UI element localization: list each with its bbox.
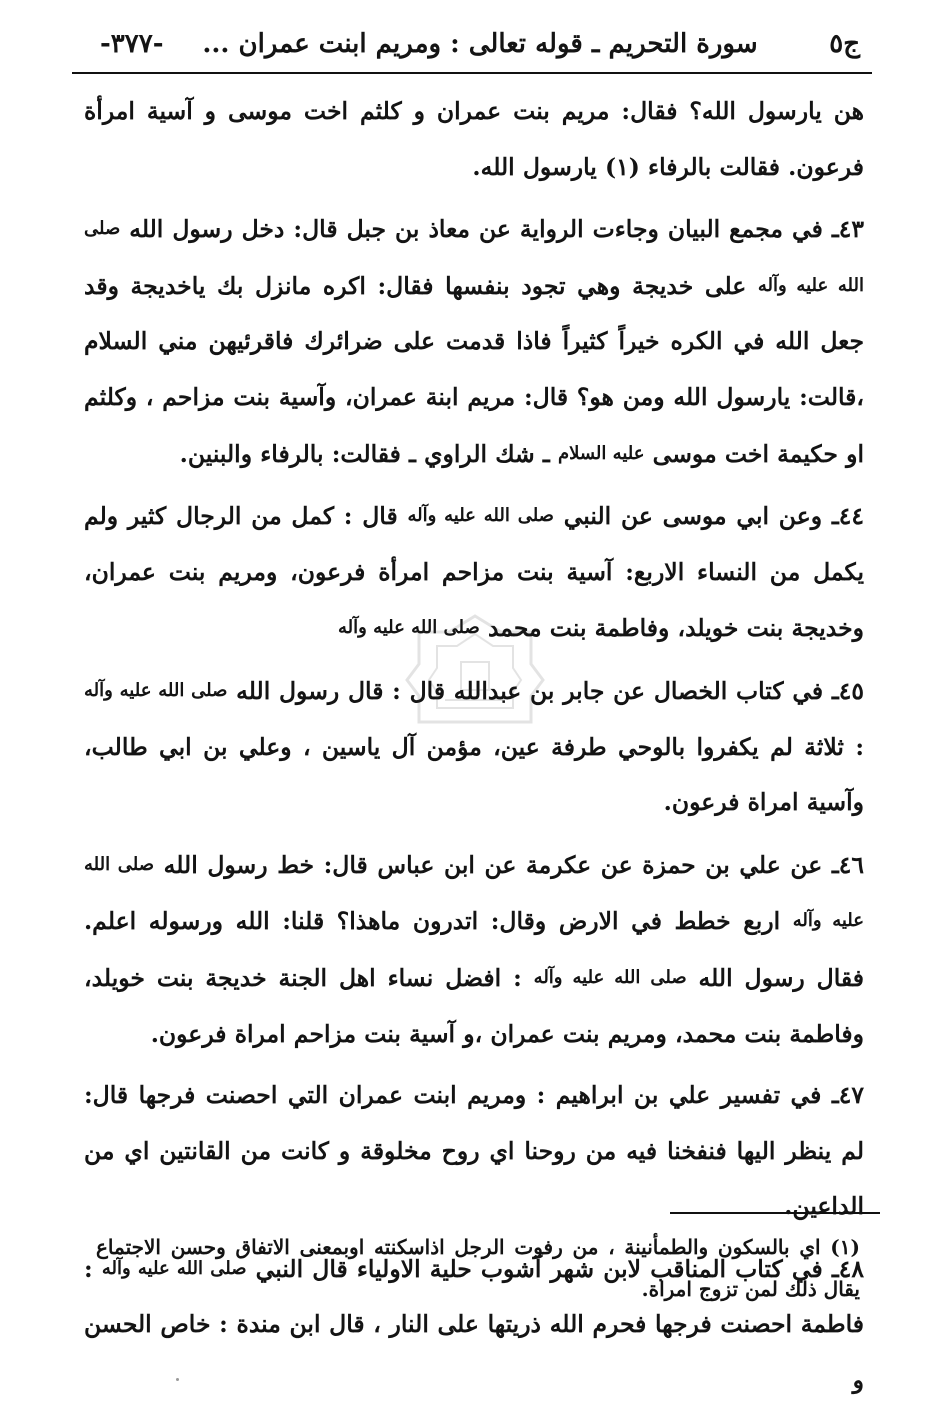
source-title: في تفسير علي بن ابراهيم [555,1081,822,1110]
honorific-ligature: صلى الله عليه وآله [407,505,554,527]
honorific-ligature: صلى الله عليه وآله [101,1257,247,1279]
watermark-emblem-icon [405,610,545,730]
honorific-ligature: صلى الله عليه وآله [338,617,480,639]
honorific-ligature: صلى الله عليه وآله [84,679,228,701]
footnote-divider [670,1212,880,1214]
paragraph-45: ٤٥ـ في كتاب الخصال عن جابر بن عبدالله قال : قال رسول الله صلى الله عليه وآله : ثلاثة لم يكفروا بالوحي طرفة عين، مؤمن آل ياسين ، وعلي بن ابي طالب، وآسية امراة فرعون. [84,676,865,817]
body-text [84,84,864,1409]
source-title: في كتاب المناقب [650,1254,823,1283]
footnote [96,1226,860,1310]
honorific-ligature: صلى الله عليه وآله [84,218,865,296]
source-title: في مجمع البيان [667,215,823,244]
paragraph-43: ٤٣ـ في مجمع البيان وجاءت الرواية عن معاذ بن جبل قال: دخل رسول الله صلى الله عليه وآله على خديجة وهي تجود بنفسها فقال: اكره مانزل بك ياخديجة وقد جعل الله في الكره خيراً كثيراً فاذا قدمت على ضرائرك فاقرئيهن مني السلام ،قالت: يارسول الله ومن هو؟ قال: مريم ابنة عمران، وآسية بنت مزاحم ، وكلثم او حكيمة اخت موسى عليه السلام ـ شك الراوي ـ فقالت: بالرفاء والبنين. [84,215,865,468]
header-divider [72,72,872,74]
header-title: سورة التحريم ـ قوله تعالى : ومريم ابنت عمران ... [202,29,758,59]
paragraph-46: ٤٦ـ عن علي بن حمزة عن عكرمة عن ابن عباس قال: خط رسول الله صلى الله عليه وآله اربع خطط في الارض وقال: اتدرون ماهذا؟ قلنا: الله ورسوله اعلم. فقال رسول الله صلى الله عليه وآله : افضل نساء اهل الجنة خديجة بنت خويلد، وفاطمة بنت محمد، ومريم بنت عمران ،و آسية بنت مزاحم امراة فرعون. [84,850,865,1048]
footnote-text: (١) اي بالسكون والطمأنينة ، من رفوت الرجل اذاسكنته اوبمعنى الاتفاق وحسن الاجتماع يقال ذلك لمن تزوج امراة. [96,1235,860,1301]
honorific-ligature: صلى الله عليه وآله [533,966,687,988]
source-title: في كتاب الخصال [653,676,824,705]
paragraph-continuation: هن يارسول الله؟ فقال: مريم بنت عمران و كلثم اخت موسى و آسية امرأة فرعون. فقالت بالرفاء (١) يارسول الله. [84,97,864,181]
volume-label: ج٥ [829,29,860,59]
paragraph-44: ٤٤ـ وعن ابي موسى عن النبي صلى الله عليه وآله قال : كمل من الرجال كثير ولم يكمل من النساء الاربع: آسية بنت مزاحم امرأة فرعون، ومريم بنت عمران، وخديجة بنت خويلد، وفاطمة بنت محمد صلى الله عليه وآله [84,502,864,643]
honorific-ligature: صلى الله عليه وآله [84,853,864,932]
page-number: -٣٧٧- [100,29,164,59]
honorific-ligature: عليه السلام [557,442,645,464]
paragraph-47: ٤٧ـ في تفسير علي بن ابراهيم : ومريم ابنت عمران التي احصنت فرجها قال: لم ينظر اليها فنفخنا فيه من روحنا اي روح مخلوقة و كانت من القانتين اي من الداعين. [84,1081,864,1221]
running-header [100,20,860,68]
paragraph-48: ٤٨ـ في كتاب المناقب لابن شهر آشوب حلية الاولياء قال النبي صلى الله عليه وآله : فاطمة احصنت فرجها فحرم الله ذريتها على النار ، قال ابن مندة : خاص الحسن و [84,1254,865,1395]
scan-speck [176,1378,179,1381]
